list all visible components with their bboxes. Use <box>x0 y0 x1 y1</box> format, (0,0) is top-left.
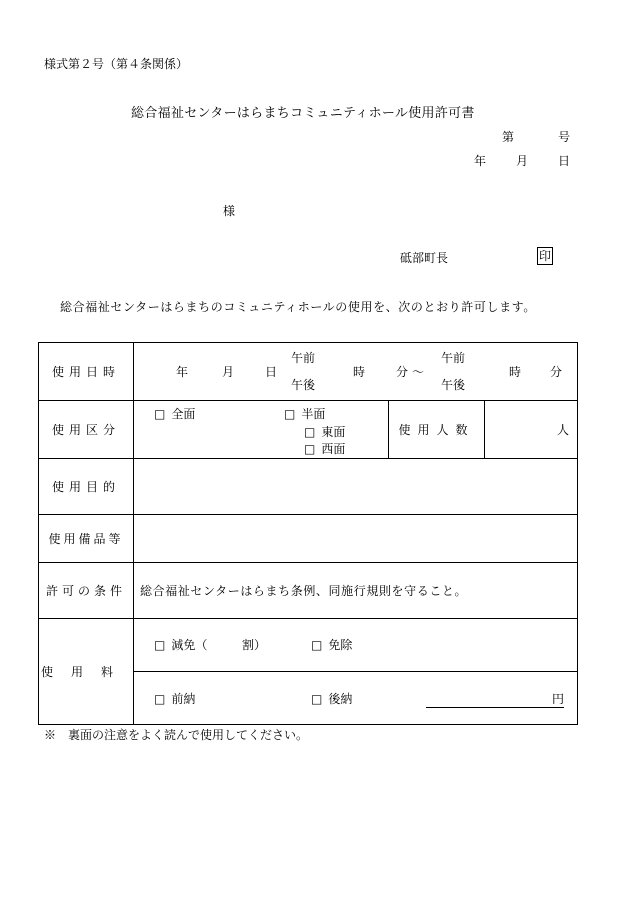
dt-am: 午前 <box>291 351 316 365</box>
label-purpose: 使用目的 <box>39 459 134 515</box>
category-field <box>134 401 389 459</box>
permit-table <box>38 342 578 725</box>
fee-options-2 <box>134 672 578 725</box>
option-east-label: 東面 <box>321 425 346 439</box>
label-category: 使用区分 <box>39 401 134 459</box>
reduction-wari: 割） <box>242 638 267 652</box>
option-postpaid[interactable] <box>311 690 352 707</box>
dt-day: 日 <box>265 365 278 379</box>
date-day: 日 <box>558 154 571 168</box>
dt-pm: 午後 <box>291 378 316 392</box>
option-half-label: 半面 <box>301 407 326 421</box>
people-field[interactable] <box>485 401 578 459</box>
checkbox-full[interactable]: □ <box>154 407 166 421</box>
option-exempt[interactable] <box>311 636 352 653</box>
row-equipment <box>39 515 578 563</box>
label-datetime: 使用日時 <box>39 343 134 401</box>
option-full[interactable] <box>154 405 195 422</box>
number-go: 号 <box>558 130 571 144</box>
fee-options-1 <box>134 619 578 672</box>
checkbox-postpaid[interactable]: □ <box>311 692 323 706</box>
option-west-label: 西面 <box>321 442 346 456</box>
dt-minute2: 分 <box>550 365 563 379</box>
dt-pm2: 午後 <box>441 378 466 392</box>
option-east[interactable] <box>304 423 345 440</box>
label-equipment: 使用備品等 <box>39 515 134 563</box>
option-postpaid-label: 後納 <box>328 692 353 706</box>
label-fee: 使用料 <box>39 619 134 725</box>
form-number-label: 様式第２号（第４条関係） <box>44 57 189 71</box>
checkbox-prepaid[interactable]: □ <box>154 692 166 706</box>
row-category <box>39 401 578 459</box>
date-year: 年 <box>474 154 487 168</box>
row-purpose <box>39 459 578 515</box>
dt-hour: 時 <box>353 365 366 379</box>
option-half[interactable] <box>284 405 325 422</box>
purpose-field[interactable] <box>134 459 578 515</box>
datetime-field[interactable] <box>134 343 578 401</box>
checkbox-east[interactable]: □ <box>304 425 316 439</box>
dt-minute: 分 <box>396 365 409 379</box>
option-prepaid[interactable] <box>154 690 195 707</box>
fee-yen: 円 <box>551 692 564 706</box>
checkbox-west[interactable]: □ <box>304 442 316 456</box>
page-title: 総合福祉センターはらまちコミュニティホール使用許可書 <box>131 106 475 121</box>
issuer: 砥部町長 <box>400 251 449 265</box>
checkbox-half[interactable]: □ <box>284 407 296 421</box>
option-prepaid-label: 前納 <box>171 692 196 706</box>
checkbox-exempt[interactable]: □ <box>311 638 323 652</box>
row-datetime <box>39 343 578 401</box>
number-dai: 第 <box>502 130 515 144</box>
option-west[interactable] <box>304 440 345 457</box>
dt-am2: 午前 <box>441 351 466 365</box>
dt-tilde: 〜 <box>412 365 425 379</box>
addressee-suffix: 様 <box>223 204 236 218</box>
seal-mark: 印 <box>539 249 552 263</box>
row-fee-1 <box>39 619 578 672</box>
option-exempt-label: 免除 <box>328 638 353 652</box>
option-full-label: 全面 <box>171 407 196 421</box>
conditions-text: 総合福祉センターはらまち条例、同施行規則を守ること。 <box>134 563 578 619</box>
footer-note: ※ 裏面の注意をよく読んで使用してください。 <box>44 728 309 742</box>
intro-text: 総合福祉センターはらまちのコミュニティホールの使用を、次のとおり許可します。 <box>60 300 536 314</box>
date-month: 月 <box>516 154 529 168</box>
fee-amount-field[interactable] <box>426 690 564 708</box>
people-unit: 人 <box>556 423 569 437</box>
label-conditions: 許可の条件 <box>39 563 134 619</box>
checkbox-reduction[interactable]: □ <box>154 638 166 652</box>
row-conditions <box>39 563 578 619</box>
dt-hour2: 時 <box>509 365 522 379</box>
dt-year: 年 <box>176 365 189 379</box>
option-reduction[interactable] <box>154 636 207 653</box>
equipment-field[interactable] <box>134 515 578 563</box>
option-reduction-label: 減免（ <box>171 638 208 652</box>
label-people: 使用人数 <box>389 401 485 459</box>
dt-month: 月 <box>222 365 235 379</box>
